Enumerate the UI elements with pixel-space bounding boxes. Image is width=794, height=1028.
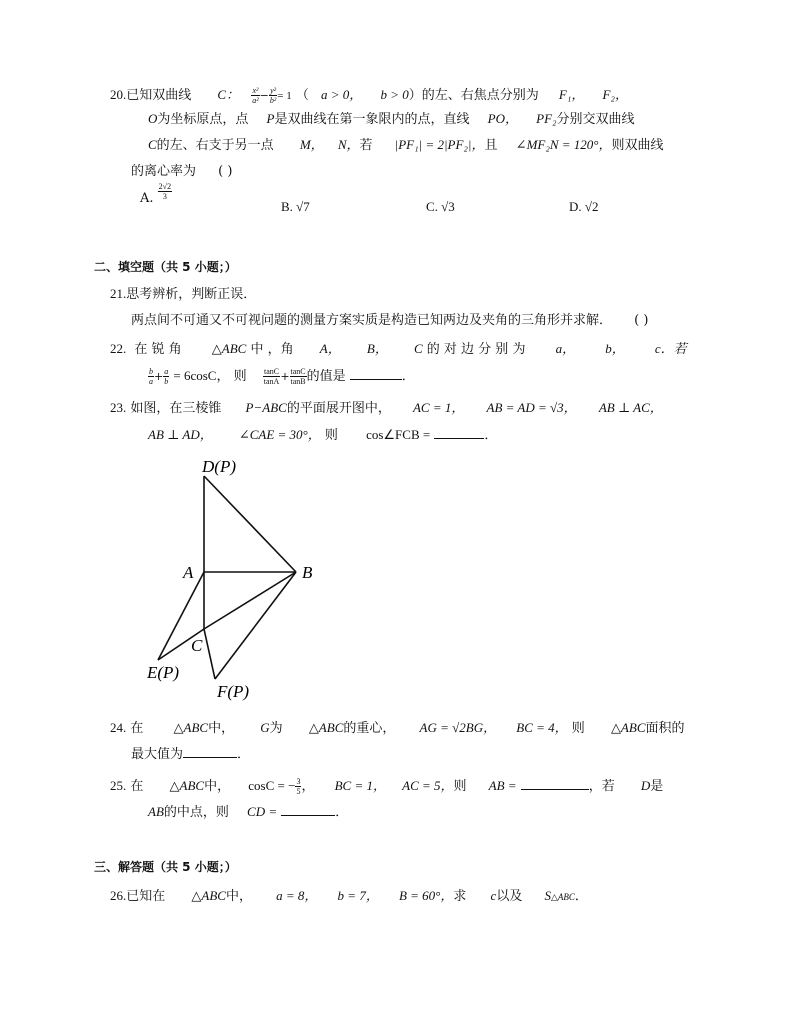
- q23-line1: 23. 如图，在三棱锥 P−ABC的平面展开图中， AC = 1， AB = AD = √3， AB ⊥ AC，: [110, 400, 663, 416]
- q20-option-a[interactable]: A. $\frac{2√2}{3}$: [140, 182, 172, 206]
- q20-option-c[interactable]: C. √3: [426, 199, 455, 214]
- q21-line1: 21.思考辨析，判断正误．: [110, 286, 257, 302]
- answer-bracket[interactable]: ( ): [218, 164, 233, 179]
- label-d: D(P): [202, 457, 236, 476]
- q21-line2: 两点间不可通又不可视问题的测量方案实质是构造已知两边及夹角的三角形并求解． ( ): [131, 313, 649, 328]
- edge-db: [204, 476, 296, 572]
- answer-blank[interactable]: [281, 802, 335, 816]
- section-title-solution: 三、解答题（共 5 小题；）: [94, 860, 237, 874]
- hyperbola-equation: $\frac{\text{x²}}{\text{a²}}$ − $\frac{\text{y²}}{\text{b²}}$ = 1: [252, 86, 292, 105]
- q23-line2: AB ⊥ AD， ∠CAE = 30°， 则 cos∠FCB = ．: [148, 427, 498, 443]
- answer-bracket[interactable]: ( ): [634, 313, 649, 328]
- section-title-fill-in: 二、填空题（共 5 小题；）: [94, 260, 237, 274]
- q20-line2: O为坐标原点，点 P是双曲线在第一象限内的点，直线 PO， PF₂分别交双曲线: [148, 111, 635, 127]
- q20-option-b[interactable]: B. √7: [281, 199, 310, 214]
- q20-line3: C的左、右支于另一点 M， N，若 |PF₁| = 2|PF₂|，且 ∠MF₂N = 120°，则双曲线: [148, 137, 664, 153]
- label-f: F(P): [217, 682, 250, 701]
- edge-cf: [204, 629, 215, 679]
- edge-fb: [215, 572, 296, 679]
- q20-line4: 的离心率为 ( ): [131, 164, 233, 179]
- answer-blank[interactable]: [183, 744, 237, 758]
- q25-line2: AB的中点，则 CD = ．: [148, 804, 349, 820]
- q24-line1: 24. 在 △ABC中， G为 △ABC的重心， AG = √2BG， BC = 4， 则 △ABC面积的: [110, 720, 685, 736]
- label-e: E(P): [147, 663, 180, 682]
- q20-option-d[interactable]: D. √2: [569, 199, 599, 214]
- q20-line1: 20.已知双曲线 C： $\frac{\text{x²}}{\text{a²}}$ − $\frac{\text{y²}}{\text{b²}}$ = 1 （ a > 0， b > 0）的左、右焦点分别为 F₁， F₂，: [110, 86, 628, 105]
- label-b: B: [302, 563, 313, 582]
- label-a: A: [183, 563, 194, 582]
- q22-line2: $\frac{b}{a}$ + $\frac{a}{b}$ = 6cosC， 则 $\frac{\tan C}{\tan A}$ + $\frac{\tan C}{\tan B}$ 的值是 ．: [149, 367, 415, 386]
- q26-line1: 26.已知在 △ABC中， a = 8， b = 7， B = 60°，求 c以及 S△ABC．: [110, 888, 588, 904]
- q25-line1: 25. 在 △ABC中， cosC = − $\frac{3}{5}$ ， BC = 1， AC = 5，则 AB = ，若 D是: [110, 777, 664, 796]
- label-c: C: [191, 636, 203, 655]
- q22-line1: 22. 在 锐 角 △ABC 中 ，角 A， B， C 的 对 边 分 别 为 a， b， c．若: [110, 341, 687, 357]
- answer-blank[interactable]: [521, 776, 589, 790]
- edge-cb: [204, 572, 296, 629]
- q24-line2: 最大值为 ．: [131, 744, 250, 764]
